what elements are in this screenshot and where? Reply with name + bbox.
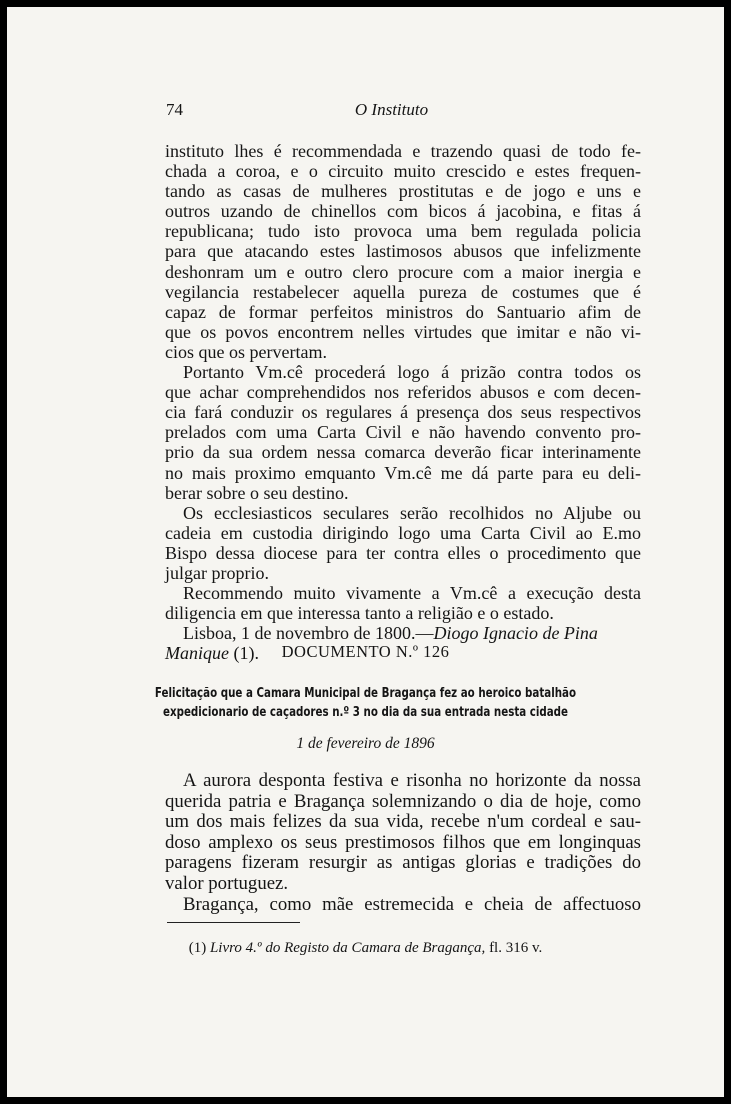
document-caption xyxy=(86,684,645,722)
signature-surname: Manique xyxy=(165,643,229,664)
running-title: O Instituto xyxy=(354,100,429,119)
footnote-folio: fl. 316 v. xyxy=(489,940,543,956)
letter-body xyxy=(165,141,641,663)
text-line: doso amplexo os seus prestimosos filhos que em longinquas xyxy=(165,831,641,853)
text-line: cios que os pervertam. xyxy=(165,341,327,362)
signature-line-end: Manique (1). xyxy=(165,643,259,664)
caption-line: Felicitação que a Camara Municipal de Bragança fez ao heroico batalhão xyxy=(154,686,577,701)
text-line: capaz de formar perfeitos ministros do Santuario afim de xyxy=(165,301,641,322)
caption-line: expedicionario de caçadores n.º 3 no dia da sua entrada nesta cidade xyxy=(162,705,569,720)
running-title-wrap xyxy=(7,100,724,120)
text-line: prelados com uma Carta Civil e não havendo convento pro- xyxy=(165,422,641,443)
text-line: republicana; tudo isto provoca uma bem regulada policia xyxy=(165,221,641,242)
text-line: cadeia em custodia dirigindo logo uma Carta Civil ao E.mo xyxy=(165,522,641,543)
page xyxy=(7,7,724,1097)
text-line: prio da sua ordem nessa comarca deverão ficar interinamente xyxy=(165,442,641,463)
text-line: um dos mais felizes da sua vida, recebe n'um cordeal e sau- xyxy=(165,811,641,833)
document-date: 1 de fevereiro de 1896 xyxy=(296,735,435,752)
text-line: Recommendo muito vivamente a Vm.cê a execução desta xyxy=(183,583,641,604)
page-number: 74 xyxy=(166,100,183,119)
text-line: Bispo dessa diocese para ter contra elles o procedimento que xyxy=(165,542,641,563)
date-line: Lisboa, 1 de novembro de 1800.— xyxy=(183,623,434,644)
document-number: DOCUMENTO N.º 126 xyxy=(281,642,450,661)
text-line: paragens fizeram resurgir as antigas glorias e tradições do xyxy=(165,852,641,874)
footnote-rule xyxy=(167,922,300,923)
text-line: julgar proprio. xyxy=(165,562,269,583)
text-line: que achar comprehendidos nos referidos abusos e com decen- xyxy=(165,382,641,403)
text-line: Portanto Vm.cê procederá logo á prizão contra todos os xyxy=(183,362,641,383)
document-body xyxy=(165,771,641,915)
footnote-source: Livro 4.º do Registo da Camara de Bragança, xyxy=(209,940,486,956)
text-line: outros uzando de chinellos com bicos á jacobina, e fitas á xyxy=(165,201,641,222)
text-line: cia fará conduzir os regulares á presença dos seus respectivos xyxy=(165,402,641,423)
text-line: valor portuguez. xyxy=(165,872,289,894)
footnote-marker: (1) xyxy=(188,940,207,956)
signature-line xyxy=(165,623,641,643)
text-line: que os povos encontrem nelles virtudes que imitar e não vi- xyxy=(165,321,641,342)
text-line: A aurora desponta festiva e risonha no horizonte da nossa xyxy=(183,770,641,791)
text-line: para que atacando estes lastimosos abusos que infelizmente xyxy=(165,241,641,262)
text-line: Bragança, como mãe estremecida e cheia de affectuoso xyxy=(183,893,641,915)
signature-name: Diogo Ignacio de Pina xyxy=(433,623,598,644)
text-line: no mais proximo emquanto Vm.cê me dá parte para eu deli- xyxy=(165,462,641,483)
text-line: deshonram um e outro clero procure com a maior inergia e xyxy=(165,261,641,282)
text-line: berar sobre o seu destino. xyxy=(165,482,349,503)
text-line: diligencia em que interessa tanto a religião e o estado. xyxy=(165,603,554,624)
text-line: chada a coroa, e o circuito muito crescido e estes frequen- xyxy=(165,161,641,182)
footnote xyxy=(7,940,724,957)
running-header xyxy=(7,100,724,124)
text-line: Os ecclesiasticos seculares serão recolhidos no Aljube ou xyxy=(183,502,641,523)
text-line: querida patria e Bragança solemnizando o dia de hoje, como xyxy=(165,790,641,812)
text-line: vegilancia restabelecer aquella pureza de costumes que é xyxy=(165,281,641,302)
text-line: tando as casas de mulheres prostitutas e de jogo e uns e xyxy=(165,181,641,202)
text-line: instituto lhes é recommendada e trazendo quasi de todo fe- xyxy=(165,141,641,161)
